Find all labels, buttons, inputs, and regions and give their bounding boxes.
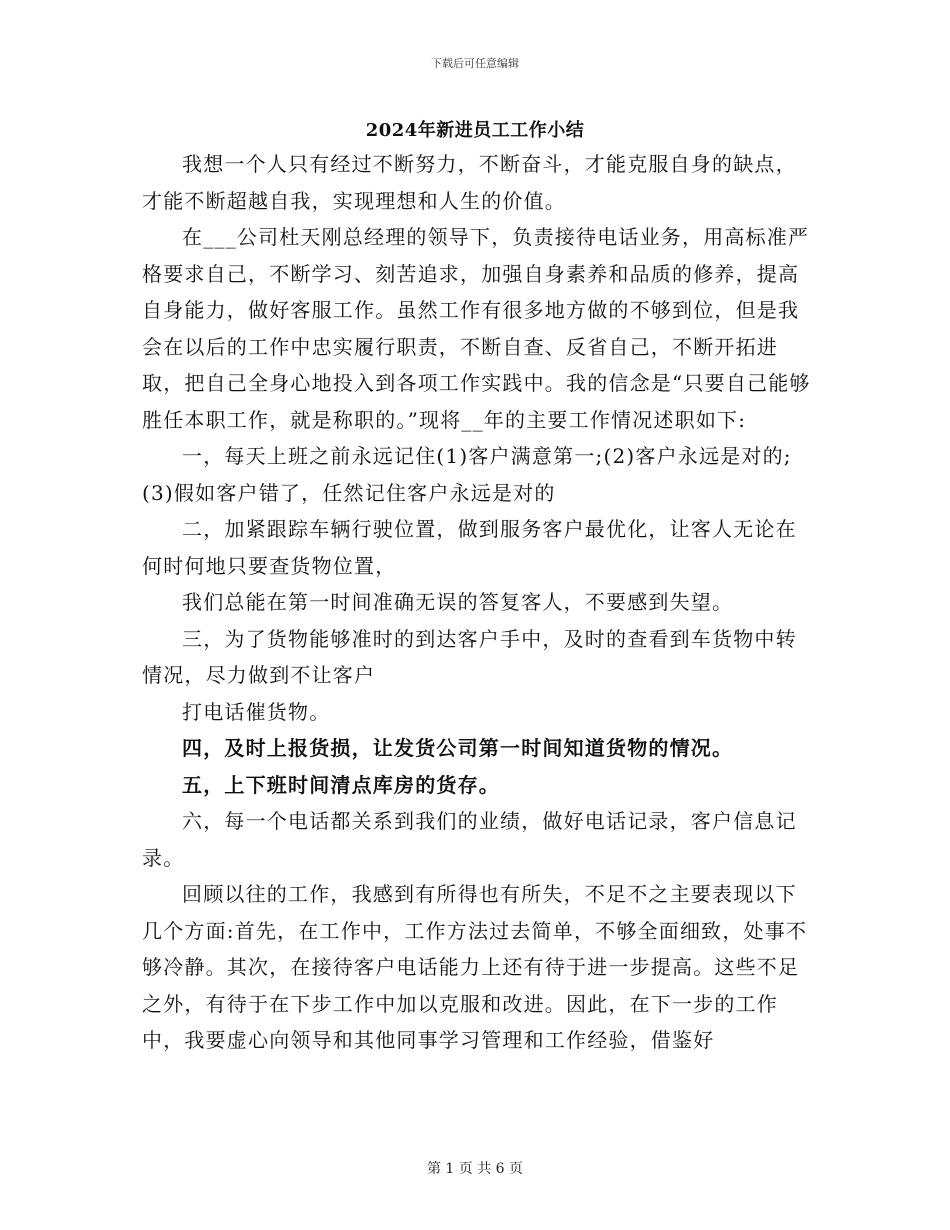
paragraph-item-2-continued: 我们总能在第一时间准确无误的答复客人，不要感到失望。 [182, 590, 734, 614]
paragraph-review: 回顾以往的工作，我感到有所得也有所失，不足不之主要表现以下几个方面:首先，在工作中，工作方法过去简单，不够全面细致，处事不够冷静。其次，在接待客户电话能力上还有待于进一步提高。这些不足之外，有待于在下步工作中加以克服和改进。因此，在下一步的工作中，我要虚心向领导和其他同事学习管理和工作经验，借鉴好 [142, 882, 808, 1052]
paragraph-item-4: 四，及时上报货损，让发货公司第一时间知道货物的情况。 [182, 736, 734, 760]
document-title: 2024年新进员工工作小结 [365, 120, 585, 141]
paragraph-item-3: 三，为了货物能够准时的到达客户手中，及时的查看到车货物中转情况，尽力做到不让客户 [142, 626, 797, 687]
page-header-note: 下载后可任意编辑 [431, 57, 519, 70]
paragraph-intro: 我想一个人只有经过不断努力，不断奋斗，才能克服自身的缺点，才能不断超越自我，实现理想和人生的价值。 [142, 152, 797, 213]
page-number-footer: 第 1 页 共 6 页 [426, 1161, 524, 1177]
paragraph-item-3-continued: 打电话催货物。 [182, 699, 331, 724]
paragraph-item-1: 一，每天上班之前永远记住(1)客户满意第一;(2)客户永远是对的;(3)假如客户错了，任然记住客户永远是对的 [142, 444, 792, 505]
paragraph-item-2: 二，加紧跟踪车辆行驶位置，做到服务客户最优化，让客人无论在何时何地只要查货物位置， [142, 517, 797, 578]
paragraph-duties: 在___公司杜天刚总经理的领导下，负责接待电话业务，用高标准严格要求自己，不断学习、刻苦追求，加强自身素养和品质的修养，提高自身能力，做好客服工作。虽然工作有很多地方做的不够到位，但是我会在以后的工作中忠实履行职责，不断自查、反省自己，不断开拓进取，把自己全身心地投入到各项工作实践中。我的信念是“只要自己能够胜任本职工作，就是称职的。”现将__年的主要工作情况述职如下: [142, 225, 811, 432]
paragraph-item-5: 五，上下班时间清点库房的货存。 [182, 772, 500, 797]
paragraph-item-6: 六，每一个电话都关系到我们的业绩，做好电话记录，客户信息记录。 [142, 809, 797, 870]
document-body [142, 146, 812, 1059]
